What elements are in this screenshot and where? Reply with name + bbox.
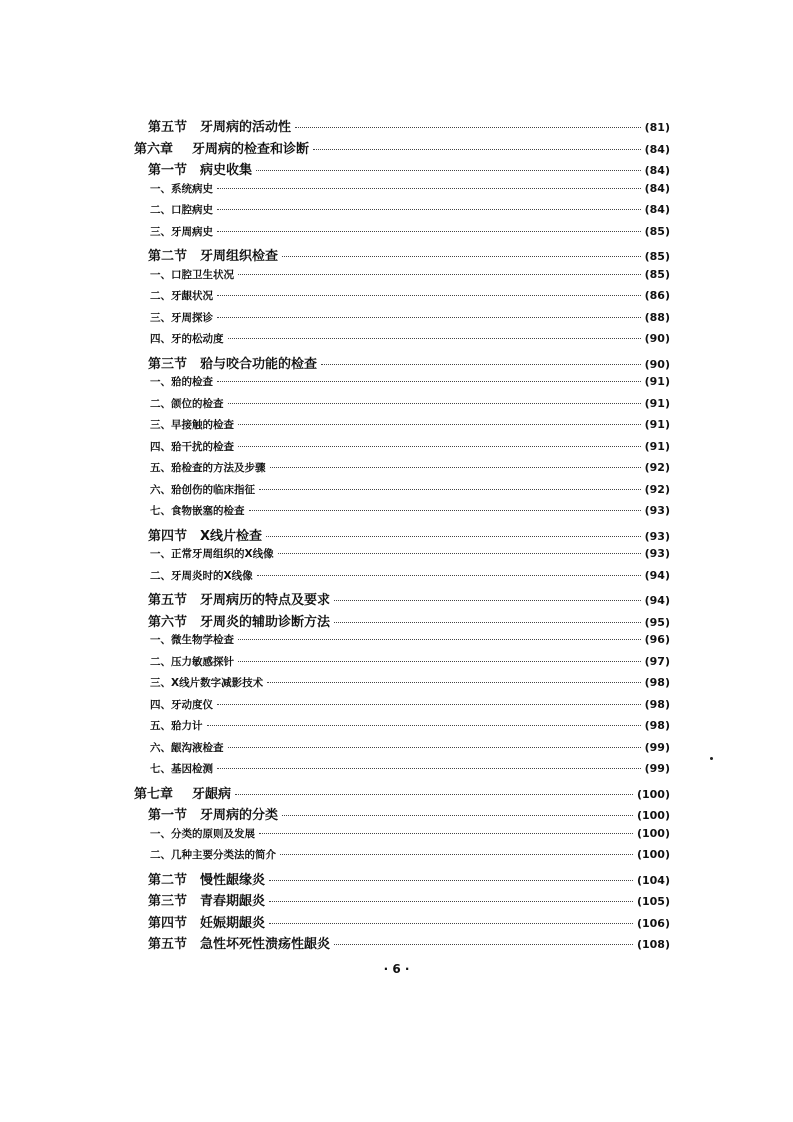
toc-title: 病史收集	[200, 163, 253, 178]
toc-section	[134, 116, 670, 138]
toc-number: 第四节	[148, 528, 188, 544]
toc-section	[134, 525, 670, 547]
dot-leader	[217, 317, 641, 318]
toc-title: 三、牙周病史	[150, 225, 213, 238]
dot-leader	[228, 747, 641, 748]
dot-leader	[334, 944, 633, 945]
page-number: · 6 ·	[383, 962, 410, 976]
toc-subsection	[134, 847, 670, 869]
toc-title: 二、几种主要分类法的简介	[150, 849, 276, 861]
toc-number: 第五节	[148, 937, 188, 952]
toc-page: (91)	[644, 396, 670, 410]
toc-number: 第五节	[148, 593, 188, 608]
toc-title: 青春期龈炎	[200, 894, 266, 909]
toc-title: 一、口腔卫生状况	[150, 268, 234, 281]
toc-subsection	[134, 632, 670, 654]
toc-subsection	[134, 288, 670, 310]
toc-page: (105)	[636, 895, 670, 908]
toc-title: 四、𬌗干扰的检查	[150, 440, 234, 453]
toc-section	[134, 159, 670, 181]
toc-page: (99)	[644, 740, 670, 754]
dot-leader	[295, 127, 641, 128]
dot-leader	[256, 170, 641, 171]
dot-leader	[228, 338, 641, 339]
dot-leader	[207, 725, 641, 726]
toc-number: 第四节	[148, 915, 188, 931]
toc-page: (99)	[644, 762, 670, 775]
toc-section	[134, 933, 670, 955]
toc-section	[134, 804, 670, 826]
toc-page: (90)	[644, 332, 670, 345]
toc-title: 一、系统病史	[150, 182, 213, 195]
toc-page: (98)	[644, 676, 670, 689]
toc-title: 牙周病的活动性	[200, 120, 292, 135]
toc-title: 三、早接触的检查	[150, 419, 234, 431]
toc-page: (98)	[644, 719, 670, 732]
dot-leader	[269, 901, 633, 902]
toc-title: 四、牙动度仪	[150, 698, 213, 711]
toc-section	[134, 589, 670, 611]
toc-section	[134, 245, 670, 267]
toc-title: 一、𬌗的检查	[150, 376, 213, 388]
toc-subsection	[134, 503, 670, 525]
toc-title: X线片检查	[200, 528, 263, 544]
toc-title: 慢性龈缘炎	[200, 872, 266, 888]
toc-page: (86)	[644, 289, 670, 302]
toc-subsection	[134, 202, 670, 224]
dot-leader	[266, 536, 641, 537]
toc-page: (84)	[644, 181, 670, 195]
toc-page: (91)	[644, 418, 670, 431]
toc-title: 二、口腔病史	[150, 204, 213, 216]
scan-speck	[710, 757, 713, 760]
toc-section	[134, 869, 670, 891]
toc-page: (84)	[644, 142, 670, 156]
toc-subsection	[134, 718, 670, 740]
toc-title: 四、牙的松动度	[150, 333, 224, 345]
toc-title: 三、X线片数字减影技术	[150, 677, 264, 689]
toc-page: (90)	[644, 357, 670, 371]
toc-subsection	[134, 267, 670, 289]
toc-subsection	[134, 761, 670, 783]
toc-title: 牙周炎的辅助诊断方法	[200, 614, 331, 630]
dot-leader	[249, 510, 641, 511]
toc-page: (85)	[644, 224, 670, 238]
toc-title: 七、基因检测	[150, 763, 213, 775]
toc-title: 𬌗与咬合功能的检查	[200, 356, 318, 372]
toc-subsection	[134, 417, 670, 439]
toc-subsection	[134, 568, 670, 590]
toc-page: (100)	[636, 787, 670, 801]
toc-title: 牙周病的分类	[200, 808, 279, 823]
toc-title: 一、分类的原则及发展	[150, 827, 255, 840]
toc-page: (106)	[636, 916, 670, 930]
dot-leader	[238, 274, 641, 275]
dot-leader	[321, 364, 641, 365]
dot-leader	[270, 467, 641, 468]
dot-leader	[238, 639, 641, 640]
toc-subsection	[134, 224, 670, 246]
toc-number: 第六节	[148, 614, 188, 630]
toc-title: 牙龈病	[192, 786, 232, 802]
toc-page: (91)	[644, 375, 670, 388]
dot-leader	[217, 231, 641, 232]
toc-number: 第三节	[148, 356, 188, 372]
toc-section	[134, 611, 670, 633]
toc-page: (98)	[644, 697, 670, 711]
dot-leader	[217, 704, 641, 705]
toc-section	[134, 912, 670, 934]
toc-page: (104)	[636, 873, 670, 887]
toc-page: (95)	[644, 615, 670, 629]
toc-page: (100)	[636, 826, 670, 840]
toc-page: (93)	[644, 529, 670, 543]
toc-page: (93)	[644, 547, 670, 560]
toc-subsection	[134, 826, 670, 848]
toc-page: (84)	[644, 164, 670, 177]
dot-leader	[238, 446, 641, 447]
dot-leader	[257, 575, 641, 576]
toc-subsection	[134, 654, 670, 676]
toc-page: (88)	[644, 310, 670, 324]
toc-title: 一、微生物学检查	[150, 634, 234, 646]
toc-subsection	[134, 740, 670, 762]
dot-leader	[278, 553, 641, 554]
toc-page: (91)	[644, 439, 670, 453]
toc-title: 五、𬌗力计	[150, 720, 203, 732]
toc-page: (94)	[644, 594, 670, 607]
toc-number: 第一节	[148, 163, 188, 178]
toc-page: (94)	[644, 568, 670, 582]
toc-subsection	[134, 181, 670, 203]
toc-number: 第六章	[134, 141, 174, 157]
dot-leader	[238, 661, 641, 662]
table-of-contents	[134, 116, 670, 955]
toc-title: 七、食物嵌塞的检查	[150, 505, 245, 517]
dot-leader	[282, 815, 633, 816]
toc-number: 第一节	[148, 808, 188, 823]
toc-title: 牙周组织检查	[200, 249, 279, 264]
toc-subsection	[134, 697, 670, 719]
toc-subsection	[134, 460, 670, 482]
dot-leader	[259, 489, 641, 490]
toc-page: (108)	[636, 938, 670, 951]
toc-page: (93)	[644, 504, 670, 517]
toc-page: (84)	[644, 203, 670, 216]
toc-page: (85)	[644, 250, 670, 263]
toc-number: 第七章	[134, 786, 174, 802]
toc-page: (85)	[644, 267, 670, 281]
dot-leader	[313, 149, 641, 150]
toc-number: 第三节	[148, 894, 188, 909]
toc-page: (100)	[636, 809, 670, 822]
dot-leader	[282, 256, 641, 257]
dot-leader	[269, 923, 633, 924]
toc-subsection	[134, 396, 670, 418]
toc-title: 五、𬌗检查的方法及步骤	[150, 462, 266, 474]
toc-title: 急性坏死性溃疡性龈炎	[200, 937, 331, 952]
toc-title: 三、牙周探诊	[150, 311, 213, 324]
toc-title: 二、牙龈状况	[150, 290, 213, 302]
dot-leader	[228, 403, 641, 404]
toc-section	[134, 890, 670, 912]
toc-number: 第二节	[148, 872, 188, 888]
toc-page: (97)	[644, 654, 670, 668]
toc-title: 六、𬌗创伤的临床指征	[150, 483, 255, 496]
toc-title: 一、正常牙周组织的X线像	[150, 548, 274, 560]
toc-subsection	[134, 374, 670, 396]
toc-subsection	[134, 482, 670, 504]
toc-chapter	[134, 783, 670, 805]
dot-leader	[238, 424, 641, 425]
toc-number: 第五节	[148, 120, 188, 135]
toc-title: 六、龈沟液检查	[150, 741, 224, 754]
dot-leader	[217, 295, 641, 296]
dot-leader	[235, 794, 633, 795]
toc-page: (81)	[644, 121, 670, 134]
toc-subsection	[134, 310, 670, 332]
toc-subsection	[134, 331, 670, 353]
dot-leader	[259, 833, 633, 834]
dot-leader	[334, 622, 641, 623]
toc-title: 二、颌位的检查	[150, 397, 224, 410]
toc-number: 第二节	[148, 249, 188, 264]
toc-page: (96)	[644, 633, 670, 646]
dot-leader	[280, 854, 633, 855]
toc-subsection	[134, 439, 670, 461]
dot-leader	[217, 188, 641, 189]
dot-leader	[217, 768, 641, 769]
toc-chapter	[134, 138, 670, 160]
toc-subsection	[134, 546, 670, 568]
toc-page: (92)	[644, 461, 670, 474]
toc-title: 二、牙周炎时的X线像	[150, 569, 253, 582]
toc-page: (100)	[636, 848, 670, 861]
toc-subsection	[134, 675, 670, 697]
toc-section	[134, 353, 670, 375]
toc-title: 二、压力敏感探针	[150, 655, 234, 668]
dot-leader	[334, 600, 641, 601]
dot-leader	[267, 682, 641, 683]
toc-title: 妊娠期龈炎	[200, 915, 266, 931]
dot-leader	[217, 381, 641, 382]
dot-leader	[217, 209, 641, 210]
toc-title: 牙周病历的特点及要求	[200, 593, 331, 608]
toc-page: (92)	[644, 482, 670, 496]
toc-title: 牙周病的检查和诊断	[192, 141, 310, 157]
dot-leader	[269, 880, 633, 881]
